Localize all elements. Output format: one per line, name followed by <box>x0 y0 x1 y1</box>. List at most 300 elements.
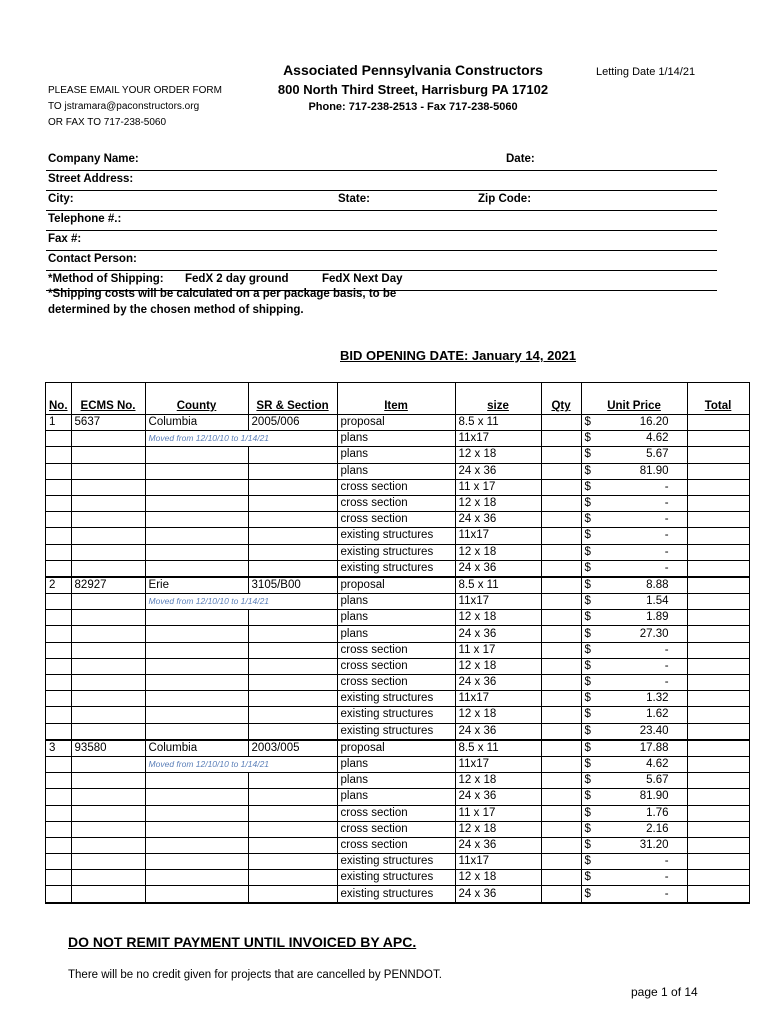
cell-qty[interactable] <box>541 495 581 511</box>
cell-ecms <box>71 821 145 837</box>
cell-sr-section <box>248 610 337 626</box>
table-row <box>46 658 750 674</box>
cell-county <box>145 707 248 723</box>
cell-item: existing structures <box>337 723 455 740</box>
moved-note: Moved from 12/10/10 to 1/14/21 <box>148 759 270 770</box>
bid-table <box>45 382 750 904</box>
cell-qty[interactable] <box>541 723 581 740</box>
unit-price-amount: 8.88 <box>646 578 669 591</box>
dollar-sign: $ <box>584 578 591 591</box>
dollar-sign: $ <box>584 871 591 884</box>
cell-total[interactable] <box>687 805 749 821</box>
cell-no <box>46 544 72 560</box>
cell-no <box>46 495 72 511</box>
cell-total[interactable] <box>687 886 749 903</box>
unit-price-amount: 1.54 <box>646 595 669 608</box>
cell-size: 12 x 18 <box>455 610 541 626</box>
shipping-note-line-1: *Shipping costs will be calculated on a per package basis, to be <box>48 288 397 300</box>
unit-price-amount: - <box>664 887 669 900</box>
cell-item: plans <box>337 626 455 642</box>
cell-item: plans <box>337 594 455 610</box>
dollar-sign: $ <box>584 432 591 445</box>
cell-county <box>145 626 248 642</box>
cell-total[interactable] <box>687 577 749 594</box>
cell-qty[interactable] <box>541 544 581 560</box>
unit-price-amount: 16.20 <box>639 416 669 429</box>
cell-county <box>145 642 248 658</box>
cell-no <box>46 658 72 674</box>
cell-ecms <box>71 560 145 577</box>
cell-qty[interactable] <box>541 626 581 642</box>
unit-price-amount: 81.90 <box>639 464 669 477</box>
cell-unit-price <box>581 723 687 740</box>
cell-size: 12 x 18 <box>455 447 541 463</box>
cell-qty[interactable] <box>541 789 581 805</box>
cell-county <box>145 512 248 528</box>
cell-total[interactable] <box>687 723 749 740</box>
unit-price-amount: 81.90 <box>639 790 669 803</box>
cell-ecms <box>71 642 145 658</box>
cell-unit-price <box>581 821 687 837</box>
cell-qty[interactable] <box>541 837 581 853</box>
cell-unit-price <box>581 431 687 447</box>
cell-sr-section <box>248 837 337 853</box>
telephone-label: Telephone #.: <box>48 213 122 225</box>
dollar-sign: $ <box>584 806 591 819</box>
cell-total[interactable] <box>687 707 749 723</box>
cell-qty[interactable] <box>541 675 581 691</box>
header-no: No. <box>46 383 72 415</box>
cell-ecms <box>71 528 145 544</box>
cell-item: cross section <box>337 821 455 837</box>
cell-size: 24 x 36 <box>455 463 541 479</box>
cell-sr-section <box>248 560 337 577</box>
cell-total[interactable] <box>687 626 749 642</box>
dollar-sign: $ <box>584 822 591 835</box>
cell-size: 12 x 18 <box>455 707 541 723</box>
table-row <box>46 821 750 837</box>
cell-no <box>46 886 72 903</box>
cell-unit-price <box>581 854 687 870</box>
cell-no <box>46 691 72 707</box>
cell-sr-section: 2005/006 <box>248 415 337 431</box>
cell-qty[interactable] <box>541 479 581 495</box>
cell-unit-price <box>581 658 687 674</box>
cell-no: 3 <box>46 740 72 757</box>
dollar-sign: $ <box>584 611 591 624</box>
cell-total[interactable] <box>687 773 749 789</box>
cell-size: 24 x 36 <box>455 886 541 903</box>
cell-no <box>46 805 72 821</box>
cell-ecms <box>71 626 145 642</box>
table-row <box>46 479 750 495</box>
dollar-sign: $ <box>584 464 591 477</box>
cell-item: existing structures <box>337 544 455 560</box>
cell-moved-note <box>145 431 337 447</box>
cell-item: existing structures <box>337 528 455 544</box>
cell-total[interactable] <box>687 658 749 674</box>
dollar-sign: $ <box>584 692 591 705</box>
ship-option-nextday[interactable]: FedX Next Day <box>322 273 403 285</box>
cell-total[interactable] <box>687 495 749 511</box>
cell-item: cross section <box>337 675 455 691</box>
cell-ecms <box>71 431 145 447</box>
cell-total[interactable] <box>687 544 749 560</box>
dollar-sign: $ <box>584 676 591 689</box>
cell-size: 24 x 36 <box>455 675 541 691</box>
cell-county <box>145 610 248 626</box>
cell-sr-section <box>248 447 337 463</box>
unit-price-amount: - <box>664 497 669 510</box>
cell-size: 24 x 36 <box>455 789 541 805</box>
cell-item: cross section <box>337 642 455 658</box>
cell-sr-section: 3105/B00 <box>248 577 337 594</box>
cell-sr-section <box>248 463 337 479</box>
cell-qty[interactable] <box>541 447 581 463</box>
cell-sr-section <box>248 854 337 870</box>
cell-sr-section <box>248 886 337 903</box>
cell-no <box>46 789 72 805</box>
cell-county <box>145 821 248 837</box>
cell-county <box>145 447 248 463</box>
cell-size: 8.5 x 11 <box>455 740 541 757</box>
cell-unit-price <box>581 463 687 479</box>
cell-unit-price <box>581 740 687 757</box>
cell-total[interactable] <box>687 512 749 528</box>
cell-ecms <box>71 870 145 886</box>
cell-qty[interactable] <box>541 756 581 772</box>
cell-total[interactable] <box>687 642 749 658</box>
table-row <box>46 431 750 447</box>
moved-note: Moved from 12/10/10 to 1/14/21 <box>148 596 270 607</box>
header-item: Item <box>337 383 455 415</box>
cell-total[interactable] <box>687 528 749 544</box>
cell-size: 12 x 18 <box>455 544 541 560</box>
unit-price-amount: 17.88 <box>639 741 669 754</box>
shipping-label: *Method of Shipping: <box>48 273 164 285</box>
dollar-sign: $ <box>584 545 591 558</box>
cell-size: 11x17 <box>455 528 541 544</box>
company-phone: Phone: 717-238-2513 - Fax 717-238-5060 <box>308 101 518 113</box>
cell-item: proposal <box>337 415 455 431</box>
cell-no <box>46 528 72 544</box>
cell-unit-price <box>581 528 687 544</box>
cell-total[interactable] <box>687 691 749 707</box>
cell-unit-price <box>581 707 687 723</box>
contact-label: Contact Person: <box>48 253 137 265</box>
cell-no <box>46 675 72 691</box>
unit-price-amount: 1.76 <box>646 806 669 819</box>
table-row <box>46 447 750 463</box>
cell-no <box>46 479 72 495</box>
cell-qty[interactable] <box>541 594 581 610</box>
dollar-sign: $ <box>584 838 591 851</box>
cell-total[interactable] <box>687 431 749 447</box>
cell-item: plans <box>337 789 455 805</box>
cell-total[interactable] <box>687 415 749 431</box>
cell-county: Columbia <box>145 415 248 431</box>
cell-qty[interactable] <box>541 528 581 544</box>
unit-price-amount: - <box>664 545 669 558</box>
company-address: 800 North Third Street, Harrisburg PA 17102 <box>277 82 549 97</box>
cell-qty[interactable] <box>541 773 581 789</box>
cell-county <box>145 560 248 577</box>
cell-total[interactable] <box>687 870 749 886</box>
order-form-fields <box>46 151 717 291</box>
dollar-sign: $ <box>584 774 591 787</box>
cell-qty[interactable] <box>541 691 581 707</box>
cell-qty[interactable] <box>541 740 581 757</box>
bid-table-body <box>46 383 750 903</box>
cell-no <box>46 594 72 610</box>
table-row <box>46 870 750 886</box>
email-line-2[interactable]: TO jstramara@paconstructors.org <box>48 101 200 112</box>
cell-size: 12 x 18 <box>455 773 541 789</box>
cell-size: 8.5 x 11 <box>455 577 541 594</box>
cell-item: plans <box>337 463 455 479</box>
state-label: State: <box>338 193 370 205</box>
cell-no <box>46 431 72 447</box>
cell-qty[interactable] <box>541 415 581 431</box>
cell-size: 11 x 17 <box>455 479 541 495</box>
cell-qty[interactable] <box>541 577 581 594</box>
cell-item: cross section <box>337 805 455 821</box>
cell-qty[interactable] <box>541 707 581 723</box>
table-row <box>46 512 750 528</box>
table-row <box>46 756 750 772</box>
unit-price-amount: 5.67 <box>646 448 669 461</box>
company-name-label: Company Name: <box>48 153 139 165</box>
street-address-field[interactable] <box>46 171 717 191</box>
cell-total[interactable] <box>687 560 749 577</box>
cell-qty[interactable] <box>541 870 581 886</box>
cell-unit-price <box>581 415 687 431</box>
cell-sr-section <box>248 512 337 528</box>
cell-sr-section <box>248 626 337 642</box>
cell-county <box>145 675 248 691</box>
cell-total[interactable] <box>687 447 749 463</box>
dollar-sign: $ <box>584 758 591 771</box>
dollar-sign: $ <box>584 855 591 868</box>
cell-total[interactable] <box>687 594 749 610</box>
cell-item: plans <box>337 610 455 626</box>
cell-sr-section <box>248 675 337 691</box>
cell-ecms <box>71 707 145 723</box>
cell-item: plans <box>337 431 455 447</box>
table-row <box>46 707 750 723</box>
unit-price-amount: - <box>664 480 669 493</box>
dollar-sign: $ <box>584 790 591 803</box>
fax-line: OR FAX TO 717-238-5060 <box>48 117 167 128</box>
cell-item: existing structures <box>337 691 455 707</box>
bid-opening-date: BID OPENING DATE: January 14, 2021 <box>340 348 577 363</box>
cell-total[interactable] <box>687 675 749 691</box>
table-row <box>46 610 750 626</box>
cell-no <box>46 626 72 642</box>
cell-ecms <box>71 886 145 903</box>
cell-ecms <box>71 837 145 853</box>
cell-qty[interactable] <box>541 512 581 528</box>
city-field[interactable] <box>46 191 717 211</box>
cell-sr-section <box>248 821 337 837</box>
cell-total[interactable] <box>687 463 749 479</box>
cell-qty[interactable] <box>541 821 581 837</box>
unit-price-amount: - <box>664 643 669 656</box>
cell-item: cross section <box>337 495 455 511</box>
cell-unit-price <box>581 560 687 577</box>
cell-ecms: 5637 <box>71 415 145 431</box>
unit-price-amount: 4.62 <box>646 758 669 771</box>
cell-item: cross section <box>337 658 455 674</box>
cell-no <box>46 837 72 853</box>
dollar-sign: $ <box>584 416 591 429</box>
dollar-sign: $ <box>584 627 591 640</box>
contact-person-field[interactable] <box>46 251 717 271</box>
street-label: Street Address: <box>48 173 134 185</box>
cell-ecms <box>71 789 145 805</box>
cell-total[interactable] <box>687 821 749 837</box>
date-label: Date: <box>506 153 535 165</box>
cell-no: 2 <box>46 577 72 594</box>
table-row <box>46 723 750 740</box>
unit-price-amount: 5.67 <box>646 774 669 787</box>
city-label: City: <box>48 193 74 205</box>
table-row <box>46 577 750 594</box>
cell-unit-price <box>581 805 687 821</box>
cell-total[interactable] <box>687 479 749 495</box>
cell-unit-price <box>581 886 687 903</box>
cell-size: 11x17 <box>455 854 541 870</box>
unit-price-amount: 1.32 <box>646 692 669 705</box>
cell-unit-price <box>581 577 687 594</box>
cell-no <box>46 723 72 740</box>
header-ecms: ECMS No. <box>71 383 145 415</box>
cell-ecms <box>71 675 145 691</box>
header-size: size <box>455 383 541 415</box>
remit-notice: DO NOT REMIT PAYMENT UNTIL INVOICED BY APC. <box>68 934 417 950</box>
table-row <box>46 675 750 691</box>
cell-qty[interactable] <box>541 658 581 674</box>
cell-size: 11x17 <box>455 431 541 447</box>
cell-total[interactable] <box>687 837 749 853</box>
cell-qty[interactable] <box>541 463 581 479</box>
cell-no <box>46 707 72 723</box>
cell-ecms <box>71 773 145 789</box>
ship-option-2day[interactable]: FedX 2 day ground <box>185 273 289 285</box>
cell-county <box>145 723 248 740</box>
cell-no <box>46 642 72 658</box>
cell-size: 24 x 36 <box>455 837 541 853</box>
cell-sr-section <box>248 479 337 495</box>
cell-unit-price <box>581 447 687 463</box>
cell-qty[interactable] <box>541 854 581 870</box>
cell-sr-section <box>248 691 337 707</box>
table-header-row <box>46 383 750 415</box>
unit-price-amount: - <box>664 855 669 868</box>
table-row <box>46 495 750 511</box>
cell-county: Columbia <box>145 740 248 757</box>
cell-size: 11x17 <box>455 756 541 772</box>
moved-note: Moved from 12/10/10 to 1/14/21 <box>148 433 270 444</box>
cell-total[interactable] <box>687 756 749 772</box>
cell-item: existing structures <box>337 854 455 870</box>
cell-item: plans <box>337 447 455 463</box>
table-row <box>46 626 750 642</box>
cell-total[interactable] <box>687 854 749 870</box>
cell-qty[interactable] <box>541 560 581 577</box>
cell-sr-section <box>248 544 337 560</box>
cell-county <box>145 528 248 544</box>
unit-price-amount: 27.30 <box>639 627 669 640</box>
dollar-sign: $ <box>584 497 591 510</box>
cell-size: 8.5 x 11 <box>455 415 541 431</box>
telephone-field[interactable] <box>46 211 717 231</box>
table-row <box>46 544 750 560</box>
cell-no <box>46 756 72 772</box>
company-name-field[interactable] <box>46 151 717 171</box>
cell-no <box>46 821 72 837</box>
cell-total[interactable] <box>687 740 749 757</box>
email-line-1: PLEASE EMAIL YOUR ORDER FORM <box>48 85 222 96</box>
cell-unit-price <box>581 544 687 560</box>
credit-notice: There will be no credit given for projects that are cancelled by PENNDOT. <box>68 969 442 981</box>
cell-qty[interactable] <box>541 610 581 626</box>
cell-ecms <box>71 658 145 674</box>
cell-size: 12 x 18 <box>455 821 541 837</box>
table-row <box>46 740 750 757</box>
unit-price-amount: - <box>664 659 669 672</box>
cell-item: proposal <box>337 740 455 757</box>
unit-price-amount: - <box>664 871 669 884</box>
cell-county <box>145 544 248 560</box>
cell-qty[interactable] <box>541 805 581 821</box>
table-row <box>46 854 750 870</box>
unit-price-amount: - <box>664 676 669 689</box>
cell-ecms <box>71 691 145 707</box>
cell-no <box>46 512 72 528</box>
cell-size: 24 x 36 <box>455 560 541 577</box>
unit-price-amount: 4.62 <box>646 432 669 445</box>
cell-unit-price <box>581 626 687 642</box>
cell-unit-price <box>581 789 687 805</box>
cell-unit-price <box>581 837 687 853</box>
cell-total[interactable] <box>687 610 749 626</box>
cell-qty[interactable] <box>541 886 581 903</box>
cell-sr-section <box>248 707 337 723</box>
cell-sr-section <box>248 658 337 674</box>
cell-no <box>46 854 72 870</box>
fax-field[interactable] <box>46 231 717 251</box>
table-row <box>46 594 750 610</box>
cell-item: existing structures <box>337 886 455 903</box>
cell-no: 1 <box>46 415 72 431</box>
cell-item: existing structures <box>337 707 455 723</box>
cell-qty[interactable] <box>541 431 581 447</box>
cell-ecms <box>71 447 145 463</box>
cell-qty[interactable] <box>541 642 581 658</box>
dollar-sign: $ <box>584 708 591 721</box>
cell-size: 12 x 18 <box>455 658 541 674</box>
shipping-note-line-2: determined by the chosen method of shipping. <box>48 304 304 316</box>
table-row <box>46 528 750 544</box>
cell-total[interactable] <box>687 789 749 805</box>
cell-sr-section <box>248 773 337 789</box>
cell-ecms <box>71 495 145 511</box>
page-number: page 1 of 14 <box>631 985 698 999</box>
unit-price-amount: 2.16 <box>646 822 669 835</box>
cell-county <box>145 789 248 805</box>
header-qty: Qty <box>541 383 581 415</box>
